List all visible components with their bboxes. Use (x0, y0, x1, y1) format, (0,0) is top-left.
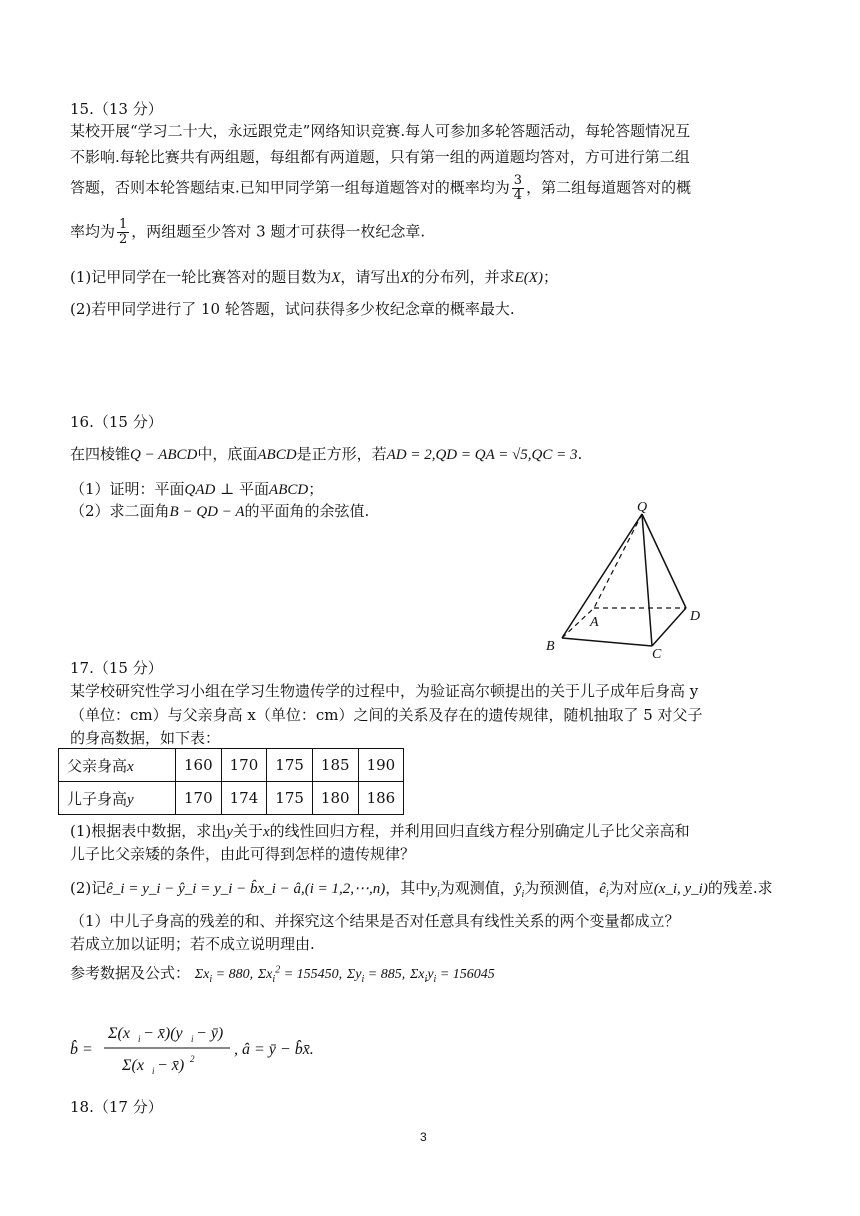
q15-line2: 不影响.每轮比赛共有两组题，每组都有两道题，只有第一组的两道题均答对，方可进行第二组 (70, 148, 690, 166)
table-cell: 180 (312, 782, 358, 815)
svg-text:Σ(x: Σ(x (122, 1057, 144, 1074)
row-header-son (59, 782, 176, 815)
var-y: y (226, 824, 233, 840)
table-row (59, 782, 404, 815)
q16-line1 (70, 443, 790, 466)
table-cell: 190 (358, 749, 404, 782)
svg-text:b̂ =: b̂ = (70, 1041, 93, 1058)
base-name: ABCD (257, 447, 297, 463)
pyramid-name: Q − ABCD (130, 447, 198, 463)
q17-part2-line2: （1）中儿子身高的残差的和、并探究这个结果是否对任意具有线性关系的两个变量都成立？ (70, 912, 680, 930)
frac-denominator: 2 (119, 232, 128, 247)
table-cell: 160 (176, 749, 222, 782)
q16-part1-text-b: 平面 (239, 480, 270, 498)
expectation: E(X) (514, 270, 543, 286)
table-cell: 175 (267, 749, 313, 782)
q17-part1-text-c: 的线性回归方程，并利用回归直线方程分别确定儿子比父亲高和 (269, 822, 690, 840)
label-D: D (690, 609, 701, 624)
q15-part1-text-c: 的分布列，并求 (409, 268, 515, 286)
table-cell: 170 (221, 749, 267, 782)
svg-text:i: i (152, 1066, 155, 1076)
frac-denominator: 4 (513, 188, 523, 203)
var-ehat-i: $ê_i$ (599, 881, 609, 900)
frac-numerator: 1 (119, 217, 128, 232)
q15-line3 (70, 174, 790, 203)
label-A: A (590, 615, 599, 630)
row-header-father (59, 749, 176, 782)
q15-part1-text-b: ，请写出 (340, 268, 401, 286)
q16-text-b: 中，底面 (197, 445, 258, 463)
svg-text:i: i (191, 1034, 194, 1044)
q17-part2-text-e: 为对应 (608, 879, 654, 897)
sum-xi-value: 880 (228, 967, 250, 982)
q16-text-a: 在四棱锥 (70, 445, 131, 463)
q15-line4-text-b: ，两组题至少答对 3 题才可获得一枚纪念章. (131, 222, 426, 241)
q16-part2-text-a: （2）求二面角 (70, 502, 170, 520)
reference-data-line (70, 962, 495, 985)
q16-text-c: 是正方形，若 (296, 445, 387, 463)
q15-line4 (70, 218, 790, 247)
svg-text:− x̄)(y: − x̄)(y (143, 1025, 183, 1042)
q15-part2: (2)若甲同学进行了 10 轮答题，试问获得多少枚纪念章的概率最大. (70, 300, 515, 318)
q15-fraction-3-4 (512, 174, 524, 203)
q15-part1-text-d: ； (542, 268, 558, 286)
table-cell: 170 (176, 782, 222, 815)
regression-formula (70, 1008, 370, 1092)
svg-text:2: 2 (190, 1054, 195, 1064)
q15-part1-text-a: (1)记甲同学在一轮比赛答对的题目数为 (70, 268, 332, 286)
q17-part2-text-a: (2)记 (70, 879, 107, 897)
q16-header: 16.（15 分） (70, 413, 163, 431)
var-x: x (127, 758, 134, 775)
table-cell: 175 (267, 782, 313, 815)
var-yhat-i: $ŷ_i$ (514, 881, 525, 900)
dihedral-angle: B − QD − A (169, 504, 245, 520)
q15-line4-text-a: 率均为 (70, 222, 116, 241)
reference-label: 参考数据及公式： (70, 964, 191, 982)
q17-part1-line1 (70, 820, 790, 843)
sum-yi-value: 885 (380, 967, 402, 982)
q17-part2-line1 (70, 877, 790, 906)
q17-part1-text-a: (1)根据表中数据，求出 (70, 822, 227, 840)
svg-text:Σ(x: Σ(x (108, 1025, 130, 1042)
perp-symbol: ⊥ (215, 480, 240, 498)
q16-text-d: . (577, 445, 583, 463)
q17-part2-text-f: 的残差.求 (707, 879, 773, 897)
q17-line2: （单位：cm）与父亲身高 x（单位：cm）之间的关系及存在的遗传规律，随机抽取了 5 对父子 (70, 706, 703, 724)
q16-part1-text-c: ； (308, 480, 324, 498)
pyramid-figure (540, 498, 720, 660)
height-data-table (58, 748, 404, 815)
q17-part2-text-d: 为预测值， (524, 879, 600, 897)
sum-xiyi-value: 156045 (452, 967, 495, 982)
plane-abcd: ABCD (269, 482, 309, 498)
q17-part2-line3: 若成立加以证明；若不成立说明理由. (70, 935, 315, 953)
var-y: y (127, 791, 134, 808)
row-label: 儿子身高 (67, 789, 128, 808)
var-yi: $y_i$ (430, 881, 440, 900)
label-C: C (652, 647, 662, 660)
q15-line1: 某校开展“学习二十大，永远跟党走”网络知识竞赛.每人可参加多轮答题活动，每轮答题情况互 (70, 122, 691, 140)
residual-equation: ê_i = y_i − ŷ_i = y_i − b̂x_i − â,(i = 1,2,⋯,n) (106, 881, 386, 897)
var-x: x (262, 824, 270, 840)
q17-part2-text-c: 为观测值， (439, 879, 515, 897)
conditions: AD = 2,QD = QA = √5,QC = 3 (386, 447, 578, 463)
q17-line1: 某学校研究性学习小组在学习生物遗传学的过程中，为验证高尔顿提出的关于儿子成年后身高 y (70, 682, 699, 700)
label-Q: Q (637, 500, 648, 515)
q16-part1-text-a: （1）证明：平面 (70, 480, 185, 498)
q15-part1 (70, 266, 790, 289)
sum-xiyi: $\Sigma x_iy_i = 156045$ (409, 967, 495, 985)
q18-header: 18.（17 分） (70, 1098, 163, 1116)
q17-part1-line2: 儿子比父亲矮的条件，由此可得到怎样的遗传规律？ (70, 845, 416, 863)
svg-text:− x̄): − x̄) (157, 1057, 185, 1074)
svg-text:i: i (138, 1034, 141, 1044)
page-number: 3 (420, 1130, 427, 1144)
q15-line3-text-a: 答题，否则本轮答题结束.已知甲同学第一组每道题答对的概率均为 (70, 178, 510, 197)
svg-text:− ȳ): − ȳ) (196, 1025, 224, 1042)
frac-numerator: 3 (513, 173, 523, 188)
var-x: X (331, 270, 341, 286)
var-x: X (400, 270, 410, 286)
q17-part1-text-b: 关于 (232, 822, 263, 840)
row-label: 父亲身高 (67, 756, 128, 775)
sum-xi-squared: $\Sigma x_i^2 = 155450$, (257, 964, 343, 985)
q17-line3: 的身高数据，如下表： (70, 729, 221, 747)
q17-header: 17.（15 分） (70, 659, 163, 677)
table-cell: 185 (312, 749, 358, 782)
label-B: B (546, 639, 555, 654)
sum-xi2-value: 155450 (296, 967, 339, 982)
sum-xi: $\Sigma x_i = 880$, (194, 967, 254, 985)
q16-part2-text-b: 的平面角的余弦值. (244, 502, 370, 520)
table-cell: 174 (221, 782, 267, 815)
q15-fraction-1-2 (117, 218, 129, 247)
q15-line3-text-b: ，第二组每道题答对的概 (526, 178, 692, 197)
plane-qad: QAD (184, 482, 216, 498)
pair-xi-yi: (x_i, y_i) (653, 881, 708, 897)
table-row (59, 749, 404, 782)
svg-text:, â = ȳ − b̂x̄.: , â = ȳ − b̂x̄. (234, 1041, 314, 1058)
q15-header: 15.（13 分） (70, 100, 163, 118)
q17-part2-text-b: ，其中 (385, 879, 431, 897)
sum-yi: $\Sigma y_i = 885$, (346, 967, 406, 985)
table-cell: 186 (358, 782, 404, 815)
